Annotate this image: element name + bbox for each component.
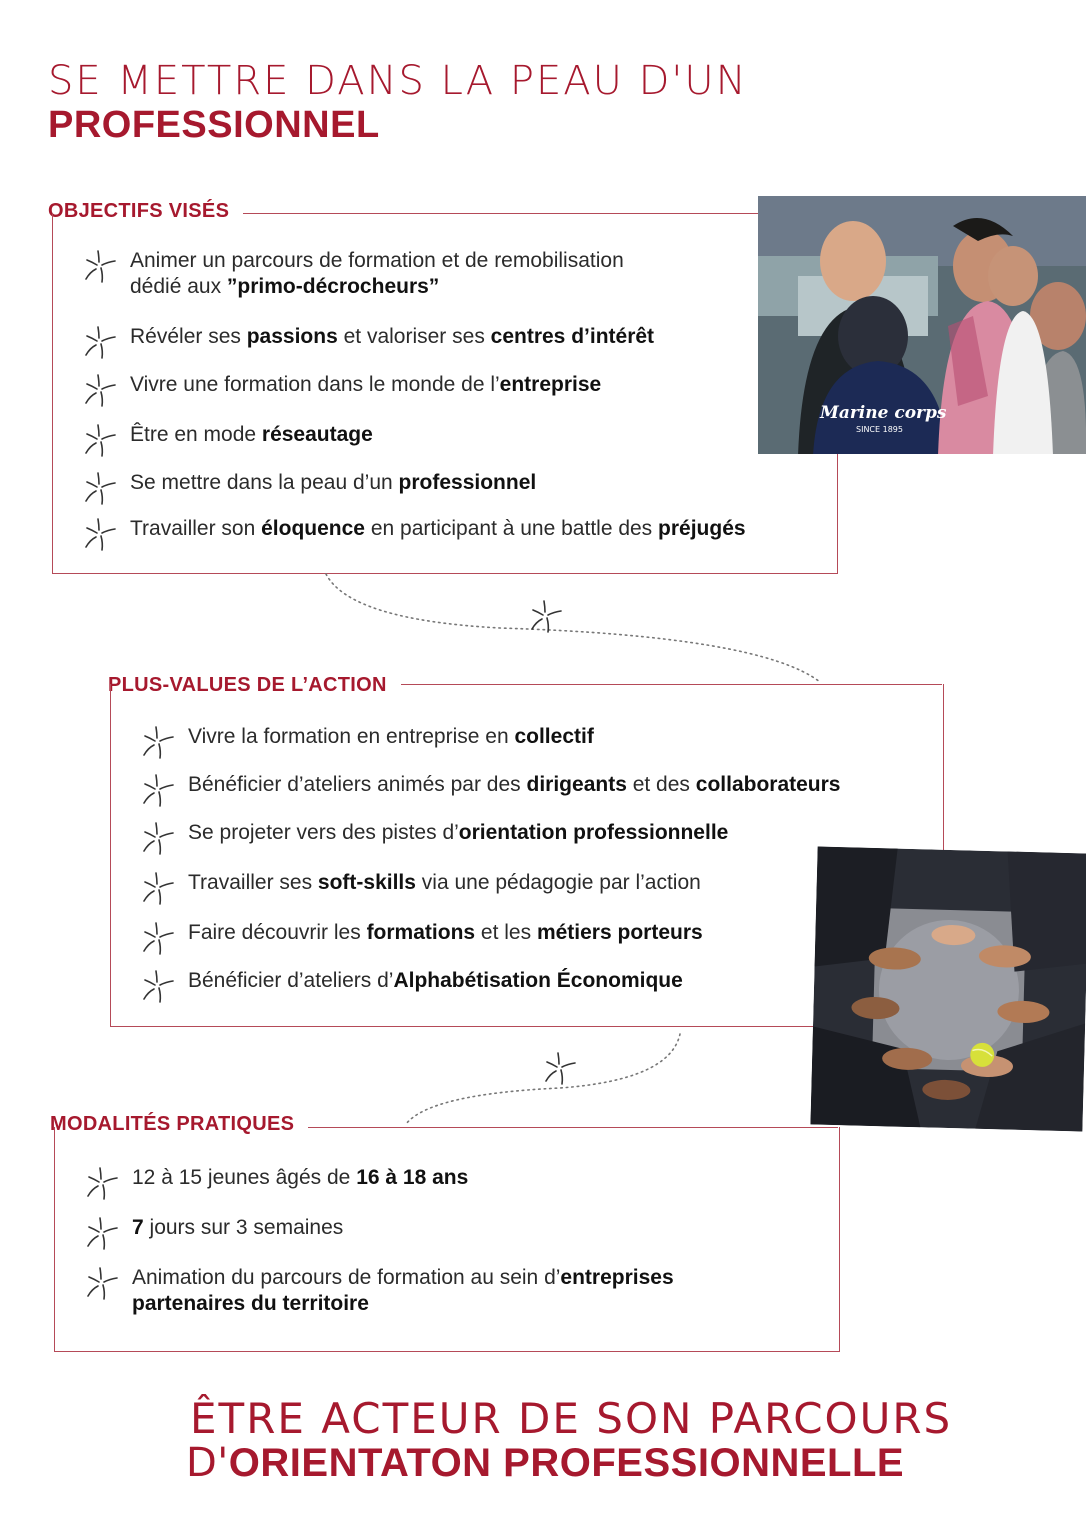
objectifs-item-text: professionnel — [398, 471, 537, 494]
objectifs-item-text: dédié aux — [130, 275, 227, 298]
plusvalues-item-text: Bénéficier d’ateliers d’ — [188, 969, 394, 992]
photo-meeting — [758, 196, 1086, 454]
plusvalues-item — [140, 968, 920, 994]
plusvalues-list — [140, 724, 920, 994]
modalites-item-text: 16 à 18 ans — [356, 1166, 469, 1189]
objectifs-item-text: Se mettre dans la peau d’un — [130, 471, 399, 494]
header-title-line1: SE METTRE DANS LA PEAU D'UN — [48, 58, 748, 104]
objectifs-item-text: passions — [246, 325, 338, 348]
objectifs-item — [82, 470, 782, 496]
objectifs-item-text: réseautage — [261, 423, 373, 446]
objectifs-item — [82, 248, 782, 300]
modalites-item-text: 12 à 15 jeunes âgés de — [132, 1166, 357, 1189]
objectifs-item-text: éloquence — [261, 517, 365, 540]
photo-hands-image — [810, 846, 1086, 1131]
plusvalues-item-text: dirigeants — [526, 773, 627, 796]
objectifs-item-text: centres d’intérêt — [490, 325, 655, 348]
objectifs-item-text: entreprise — [499, 373, 602, 396]
spark-bullet-icon — [84, 1215, 120, 1251]
plusvalues-item-text: collectif — [514, 725, 594, 748]
modalites-item-text: Animation du parcours de formation au sein d’ — [132, 1266, 561, 1289]
modalites-item-text: jours sur 3 semaines — [143, 1216, 344, 1239]
objectifs-item — [82, 372, 782, 398]
objectifs-item-text: et valoriser ses — [337, 325, 491, 348]
plusvalues-item-text: soft-skills — [317, 871, 416, 894]
objectifs-item — [82, 516, 782, 542]
plusvalues-item-text: Vivre la formation en entreprise en — [188, 725, 515, 748]
plusvalues-item-text: Alphabétisation Économique — [393, 969, 683, 992]
photo-meeting-image — [758, 196, 1086, 454]
plusvalues-item-text: métiers porteurs — [536, 921, 703, 944]
svg-text:Marine corps: Marine corps — [820, 403, 947, 423]
spark-bullet-icon — [84, 1165, 120, 1201]
spark-bullet-icon — [84, 1265, 120, 1301]
objectifs-item-text: Être en mode — [130, 423, 262, 446]
objectifs-item — [82, 324, 782, 350]
modalites-item — [84, 1265, 804, 1317]
footer-line2-main: ORIENTATON PROFESSIONNELLE — [228, 1441, 905, 1485]
header-title-line2: PROFESSIONNEL — [48, 104, 380, 146]
footer-line1: ÊTRE ACTEUR DE SON PARCOURS — [190, 1394, 953, 1443]
spark-bullet-icon — [140, 820, 176, 856]
spark-bullet-icon — [140, 968, 176, 1004]
plusvalues-item-text: Se projeter vers des pistes d’ — [188, 821, 459, 844]
objectifs-list — [82, 248, 782, 542]
objectifs-heading: OBJECTIFS VISÉS — [48, 200, 243, 223]
plusvalues-heading: PLUS-VALUES DE L’ACTION — [108, 674, 401, 697]
spark-bullet-icon — [82, 470, 118, 506]
spark-divider-icon-2 — [542, 1050, 578, 1086]
modalites-item-text: entreprises — [560, 1266, 674, 1289]
modalites-item — [84, 1215, 804, 1241]
plusvalues-item-text: Faire découvrir les — [188, 921, 367, 944]
objectifs-item-text: ”primo-décrocheurs” — [226, 275, 440, 298]
plusvalues-item-text: collaborateurs — [695, 773, 841, 796]
spark-bullet-icon — [140, 772, 176, 808]
footer-line2-prefix: D' — [186, 1440, 229, 1486]
spark-divider-icon-1 — [528, 598, 564, 634]
spark-bullet-icon — [82, 422, 118, 458]
modalites-item — [84, 1165, 804, 1191]
plusvalues-item-text: et les — [475, 921, 537, 944]
connector-dotted-1 — [320, 570, 840, 690]
spark-bullet-icon — [140, 920, 176, 956]
svg-text:SINCE 1895: SINCE 1895 — [856, 425, 903, 434]
spark-bullet-icon — [82, 516, 118, 552]
objectifs-item-text: en participant à une battle des — [364, 517, 659, 540]
objectifs-item-text: Travailler son — [130, 517, 262, 540]
plusvalues-item — [140, 724, 920, 750]
footer-line2 — [186, 1440, 904, 1486]
objectifs-item-text: Révéler ses — [130, 325, 247, 348]
modalites-heading: MODALITÉS PRATIQUES — [50, 1113, 308, 1136]
plusvalues-item — [140, 920, 920, 946]
plusvalues-item-text: orientation professionnelle — [458, 821, 729, 844]
spark-bullet-icon — [140, 870, 176, 906]
objectifs-item — [82, 422, 782, 448]
plusvalues-item-text: formations — [366, 921, 476, 944]
plusvalues-item-text: et des — [626, 773, 696, 796]
plusvalues-item-text: Bénéficier d’ateliers animés par des — [188, 773, 527, 796]
spark-bullet-icon — [140, 724, 176, 760]
objectifs-item-text: Vivre une formation dans le monde de l’ — [130, 373, 500, 396]
plusvalues-item — [140, 870, 920, 896]
spark-bullet-icon — [82, 248, 118, 284]
modalites-list — [84, 1165, 804, 1317]
photo-hands — [810, 846, 1086, 1131]
objectifs-item-text: Animer un parcours de formation et de remobilisation — [130, 249, 624, 272]
spark-bullet-icon — [82, 324, 118, 360]
objectifs-item-text: préjugés — [658, 517, 746, 540]
plusvalues-item-text: Travailler ses — [188, 871, 318, 894]
plusvalues-item-text: via une pédagogie par l’action — [415, 871, 701, 894]
spark-bullet-icon — [82, 372, 118, 408]
modalites-item-text: partenaires du territoire — [132, 1292, 369, 1315]
plusvalues-item — [140, 820, 920, 846]
plusvalues-item — [140, 772, 920, 798]
modalites-item-text: 7 — [132, 1216, 144, 1239]
